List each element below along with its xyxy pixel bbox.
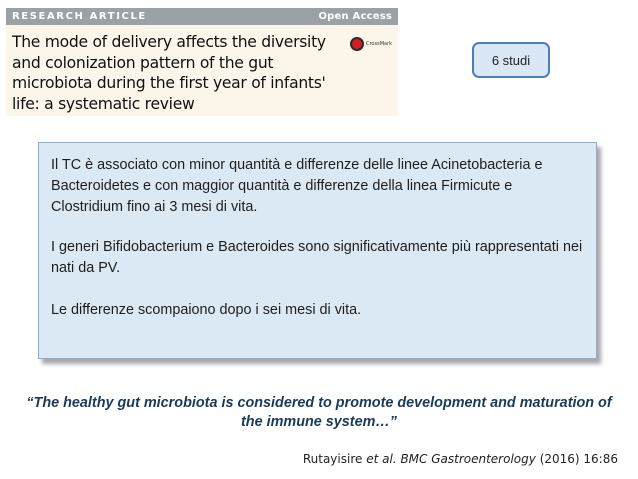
citation-details: (2016) 16:86 (539, 452, 618, 466)
article-header-image (6, 8, 398, 116)
study-count-badge: 6 studi (472, 42, 550, 78)
article-title: The mode of delivery affects the diversity and colonization pattern of the gut microbiota during the first year of infants' life: a systematic review (12, 33, 326, 113)
crossmark-badge (350, 34, 398, 54)
summary-box (38, 142, 597, 359)
citation-author: Rutayisire (302, 452, 363, 466)
summary-paragraph: I generi Bifidobacterium e Bacteroides sono significativamente più rappresentati nei nati da PV. (51, 239, 583, 276)
summary-paragraph: Le differenze scompaiono dopo i sei mesi di vita. (51, 302, 362, 318)
citation-journal: BMC Gastroenterology (400, 452, 536, 466)
open-access-label: Open Access (318, 11, 392, 22)
citation-etal: et al. (366, 452, 397, 466)
quote-text: “The healthy gut microbiota is considered to promote development and maturation of the immune system…” (26, 395, 612, 430)
article-type-bar (6, 8, 398, 25)
crossmark-icon (350, 37, 364, 51)
article-type-label: RESEARCH ARTICLE (12, 11, 147, 22)
summary-paragraph: Il TC è associato con minor quantità e differenze delle linee Acinetobacteria e Bacteroidetes e con maggior quantità e differenze della linea Firmicute e Clostridium fino ai 3 mesi di vita. (51, 157, 543, 215)
citation (303, 452, 618, 466)
crossmark-label: CrossMark (366, 41, 393, 47)
